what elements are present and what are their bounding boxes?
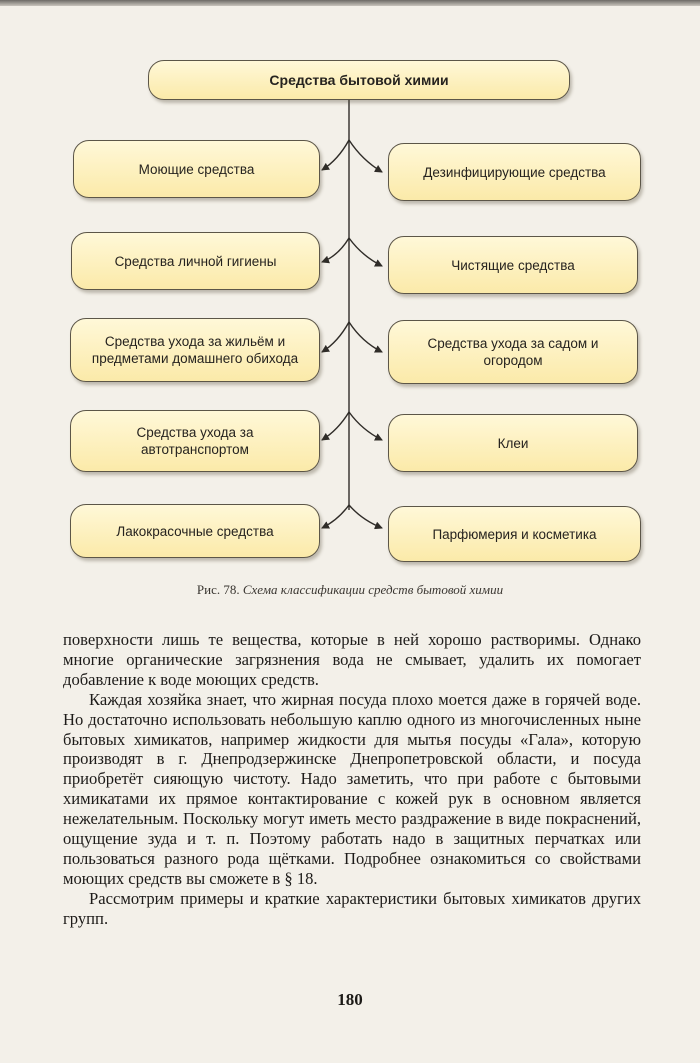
arrow-left-3 bbox=[322, 322, 349, 352]
arrow-left-4 bbox=[322, 412, 349, 440]
paragraph-2: Каждая хозяйка знает, что жирная посуда плохо моется даже в горячей воде. Но достаточно использовать небольшую каплю одного из многочисленных ныне бытовых химикатов, например жидкости для мытья посуды «Гала», которую производят в г. Днепродзержинске Днепропетровской области, и посуда приобретёт сияющую чистоту. Надо заметить, что при работе с бытовыми химикатами их прямое контактирование с кожей рук в основном является нежелательным. Поскольку могут иметь место раздражение в виде покраснений, ощущение зуда и т. п. Поэтому работать надо в защитных перчатках или пользоваться разного рода щётками. Подробнее ознакомиться со свойствами моющих средств вы сможете в § 18. bbox=[63, 689, 641, 888]
page-number: 180 bbox=[337, 990, 363, 1009]
node-paints: Лакокрасочные средства bbox=[70, 504, 320, 558]
node-home-care: Средства ухода за жильём и предметами домашнего обихода bbox=[70, 318, 320, 382]
root-node: Средства бытовой химии bbox=[148, 60, 570, 100]
arrow-right-3 bbox=[349, 322, 382, 352]
paragraph-3: Рассмотрим примеры и краткие характеристики бытовых химикатов других групп. bbox=[63, 888, 641, 928]
caption-title: Схема классификации средств бытовой химии bbox=[242, 582, 504, 597]
arrow-right-2 bbox=[349, 238, 382, 266]
node-disinfectants: Дезинфицирующие средства bbox=[388, 143, 641, 201]
node-cleaning-agents: Чистящие средства bbox=[388, 236, 638, 294]
caption-label: Рис. 78. bbox=[196, 582, 240, 597]
node-perfumery: Парфюмерия и косметика bbox=[388, 506, 641, 562]
node-glues: Клеи bbox=[388, 414, 638, 472]
node-washing-agents: Моющие средства bbox=[73, 140, 320, 198]
body-text bbox=[63, 630, 641, 929]
node-garden-care: Средства ухода за садом и огородом bbox=[388, 320, 638, 384]
arrow-right-4 bbox=[349, 412, 382, 440]
arrow-right-1 bbox=[349, 140, 382, 172]
arrow-right-5 bbox=[349, 505, 382, 528]
paragraph-1: поверхности лишь те вещества, которые в ней хорошо растворимы. Однако многие органические загрязнения вода не смывает, удалить их помогает добавление к воде моющих средств. bbox=[63, 630, 641, 689]
figure-caption bbox=[0, 582, 700, 598]
node-personal-hygiene: Средства личной гигиены bbox=[71, 232, 320, 290]
arrow-left-5 bbox=[322, 505, 349, 528]
node-auto-care: Средства ухода за автотранспортом bbox=[70, 410, 320, 472]
arrow-left-2 bbox=[322, 238, 349, 262]
arrow-left-1 bbox=[322, 140, 349, 170]
